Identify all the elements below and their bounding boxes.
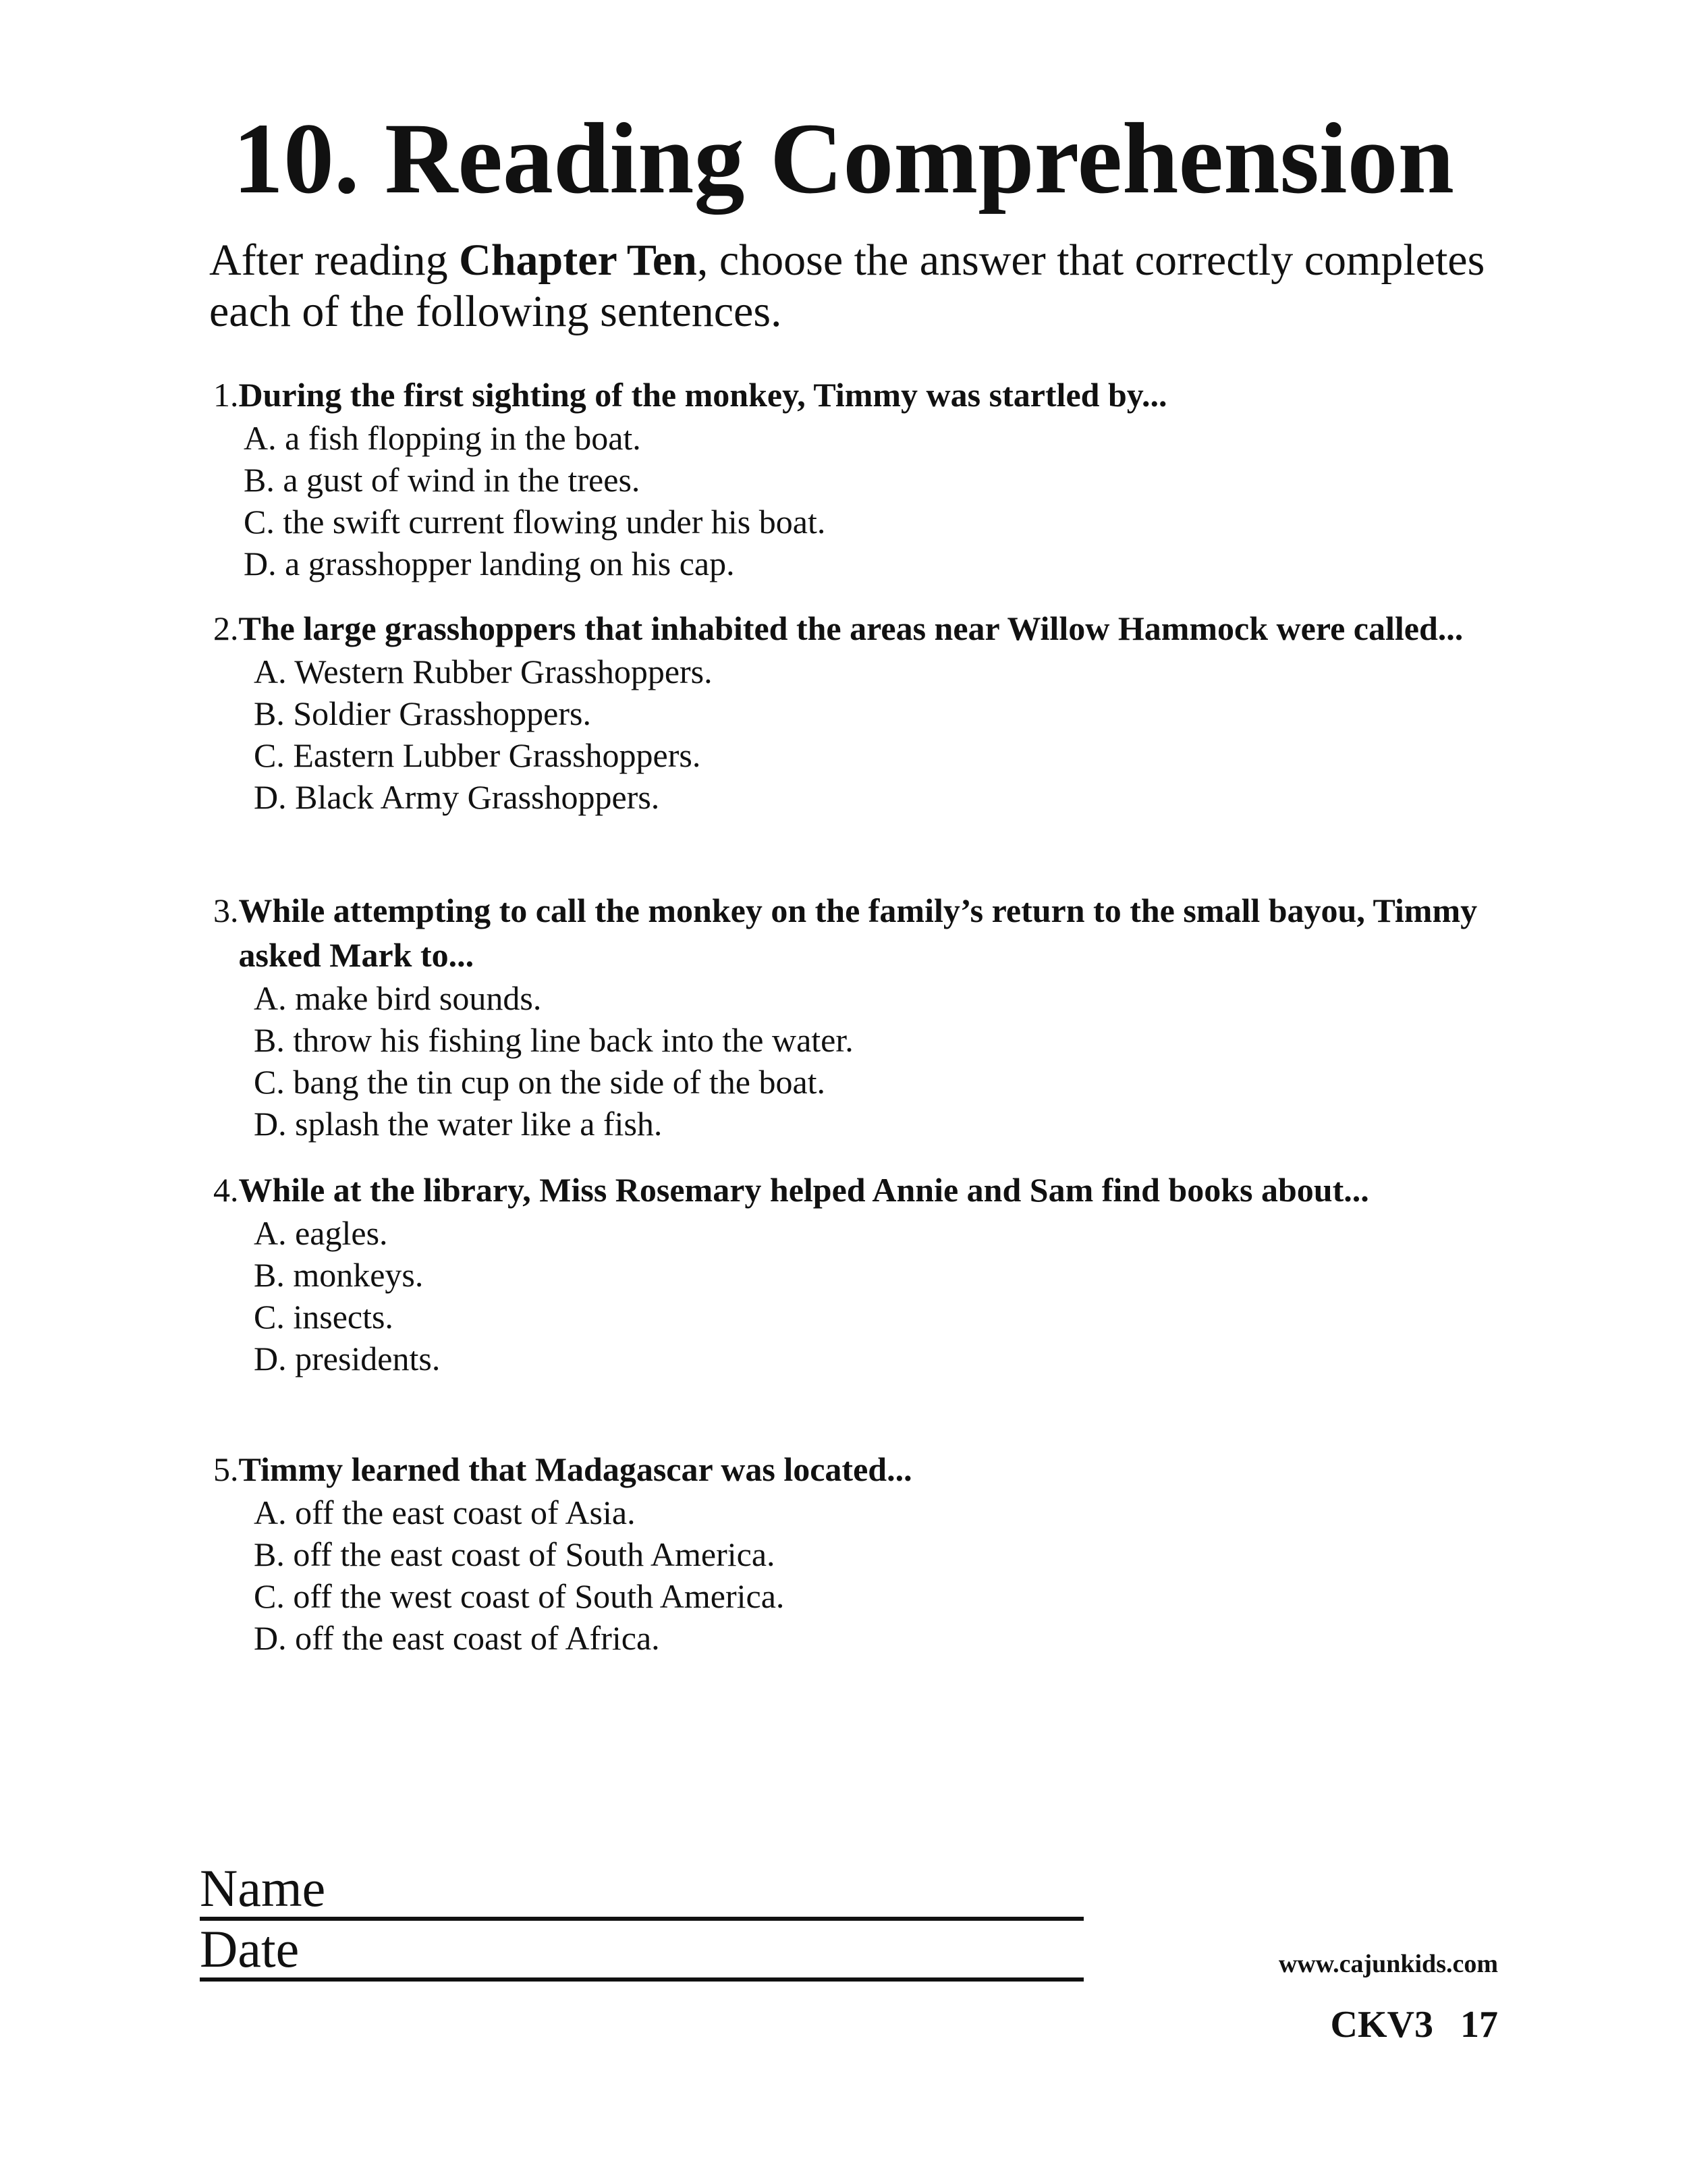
- answer-options: [213, 1492, 1495, 1659]
- answer-option-d[interactable]: D. Black Army Grasshoppers.: [254, 778, 660, 816]
- question-stem: [213, 373, 1495, 417]
- question-1: [213, 373, 1495, 584]
- question-text: While at the library, Miss Rosemary helped Annie and Sam find books about...: [238, 1171, 1369, 1209]
- answer-option-a[interactable]: A. make bird sounds.: [254, 979, 542, 1017]
- answer-option-d[interactable]: D. a grasshopper landing on his cap.: [244, 545, 735, 582]
- page-number: 17: [1460, 2004, 1498, 2046]
- name-label: Name: [200, 1859, 326, 1917]
- answer-options: [213, 417, 1495, 584]
- answer-option-c[interactable]: C. Eastern Lubber Grasshoppers.: [254, 736, 701, 774]
- page-title: 10. Reading Comprehension: [233, 103, 1454, 215]
- answer-option-c[interactable]: C. bang the tin cup on the side of the boat.: [254, 1063, 826, 1101]
- answer-option-a[interactable]: A. off the east coast of Asia.: [254, 1494, 636, 1531]
- answer-option-c[interactable]: C. insects.: [254, 1298, 393, 1336]
- instructions-lead: After reading: [209, 236, 460, 285]
- question-5: [213, 1447, 1495, 1659]
- question-number: 2.: [213, 609, 239, 647]
- question-number: 3.: [213, 892, 239, 929]
- question-stem: [213, 1447, 1495, 1492]
- answer-option-a[interactable]: A. Western Rubber Grasshoppers.: [254, 653, 713, 690]
- question-text: While attempting to call the monkey on the family’s return to the small bayou, Timmy asked Mark to...: [238, 892, 1478, 974]
- chapter-name: Chapter Ten: [459, 236, 697, 285]
- date-label: Date: [200, 1919, 300, 1978]
- answer-option-d[interactable]: D. splash the water like a fish.: [254, 1105, 663, 1143]
- question-text: During the first sighting of the monkey, Timmy was startled by...: [238, 376, 1167, 414]
- answer-options: [213, 651, 1495, 818]
- answer-options: [213, 1212, 1495, 1380]
- answer-option-a[interactable]: A. eagles.: [254, 1214, 388, 1252]
- question-2: [213, 606, 1495, 818]
- instructions-tail: , choose the answer that correctly completes each of the following sentences.: [209, 236, 1485, 336]
- question-text: The large grasshoppers that inhabited the areas near Willow Hammock were called...: [238, 609, 1464, 647]
- question-stem: [213, 1168, 1495, 1212]
- answer-options: [213, 977, 1495, 1145]
- question-number: 1.: [213, 376, 239, 414]
- name-field[interactable]: [200, 1860, 1084, 1921]
- question-number: 5.: [213, 1450, 239, 1488]
- answer-option-b[interactable]: B. Soldier Grasshoppers.: [254, 694, 591, 732]
- question-4: [213, 1168, 1495, 1380]
- question-stem: [213, 606, 1495, 651]
- answer-option-b[interactable]: B. a gust of wind in the trees.: [244, 461, 640, 499]
- answer-option-b[interactable]: B. monkeys.: [254, 1256, 424, 1294]
- question-stem: [213, 888, 1495, 977]
- answer-option-a[interactable]: A. a fish flopping in the boat.: [244, 419, 641, 457]
- question-text: Timmy learned that Madagascar was located...: [238, 1450, 912, 1488]
- question-number: 4.: [213, 1171, 239, 1209]
- answer-option-c[interactable]: C. off the west coast of South America.: [254, 1577, 785, 1615]
- book-code: CKV3: [1330, 2004, 1433, 2046]
- answer-option-b[interactable]: B. off the east coast of South America.: [254, 1535, 775, 1573]
- answer-option-d[interactable]: D. presidents.: [254, 1340, 441, 1377]
- page-info: [1331, 2003, 1498, 2046]
- question-3: [213, 888, 1495, 1145]
- date-field[interactable]: [200, 1921, 1084, 1982]
- instructions: [209, 235, 1525, 337]
- answer-option-b[interactable]: B. throw his fishing line back into the water.: [254, 1021, 854, 1059]
- website-url: www.cajunkids.com: [1278, 1950, 1498, 1978]
- answer-option-c[interactable]: C. the swift current flowing under his boat.: [244, 503, 826, 541]
- answer-option-d[interactable]: D. off the east coast of Africa.: [254, 1619, 660, 1657]
